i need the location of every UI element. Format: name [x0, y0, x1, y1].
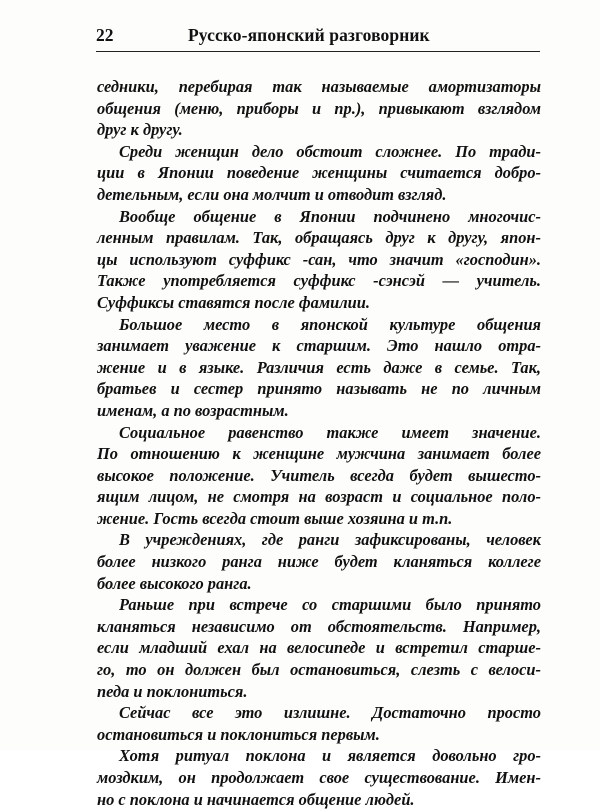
text-line: По отношению к женщине мужчина занимает более [97, 444, 541, 464]
text-line: седники, перебирая так называемые амортизаторы [97, 77, 541, 96]
text-line: друг к другу. [97, 120, 183, 140]
running-head [96, 20, 540, 50]
text-line: ленным правилам. Так, обращаясь друг к другу, япон- [97, 228, 541, 248]
paragraph [97, 702, 541, 745]
text-line: Социальное равенство также имеет значение. [119, 422, 541, 442]
text-line: более низкого ранга ниже будет кланяться коллеге [97, 552, 541, 572]
paragraph [97, 76, 541, 141]
page-number: 22 [96, 25, 114, 45]
text-line: братьев и сестер принято называть не по личным [97, 379, 541, 399]
paragraph [97, 745, 541, 810]
text-line: но с поклона и начинается общение людей. [97, 789, 415, 809]
paragraph [97, 594, 541, 702]
text-line: цы используют суффикс -сан, что значит «господин». [97, 249, 541, 269]
text-line: педа и поклониться. [97, 681, 248, 701]
text-line: Сейчас все это излишне. Достаточно просто [119, 703, 541, 723]
text-line: Среди женщин дело обстоит сложнее. По тради- [119, 141, 541, 161]
text-line: Суффиксы ставятся после фамилии. [97, 292, 370, 312]
text-line: ции в Японии поведение женщины считается добро- [97, 163, 541, 183]
text-line: остановиться и поклониться первым. [97, 724, 380, 744]
paragraph [97, 422, 541, 530]
text-line: высокое положение. Учитель всегда будет вышесто- [97, 465, 541, 485]
text-line: жение. Гость всегда стоит выше хозяина и т.п. [97, 508, 453, 528]
text-line: занимает уважение к старшим. Это нашло отра- [97, 336, 541, 356]
text-line: кланяться независимо от обстоятельств. Например, [97, 616, 541, 636]
text-line: Хотя ритуал поклона и является довольно гро- [119, 746, 541, 766]
paragraph [97, 206, 541, 314]
text-line: ящим лицом, не смотря на возраст и социальное поло- [97, 487, 541, 507]
running-title: Русско-японский разговорник [188, 25, 430, 45]
header-rule [96, 51, 540, 52]
text-line: именам, а по возрастным. [97, 400, 289, 420]
paragraph [97, 141, 541, 206]
text-line: если младший ехал на велосипеде и встретил старше- [97, 638, 541, 658]
text-line: В учреждениях, где ранги зафиксированы, человек [119, 530, 541, 550]
text-line: общения (меню, приборы и пр.), привыкают взглядом [97, 98, 541, 118]
text-line: жение и в языке. Различия есть даже в семье. Так, [97, 357, 541, 377]
text-line: детельным, если она молчит и отводит взгляд. [97, 184, 447, 204]
paragraph [97, 314, 541, 422]
text-line: Вообще общение в Японии подчинено многочис- [119, 206, 541, 226]
paragraph [97, 529, 541, 594]
text-line: Также употребляется суффикс -сэнсэй — учитель. [97, 271, 541, 291]
text-line: Большое место в японской культуре общения [119, 314, 541, 334]
body-text [97, 76, 541, 810]
text-line: моздким, он продолжает свое существование. Имен- [97, 768, 541, 787]
text-line: Раньше при встрече со старшими было принято [119, 595, 541, 615]
text-line: более высокого ранга. [97, 573, 252, 593]
text-line: го, то он должен был остановиться, слезть с велоси- [97, 660, 541, 680]
